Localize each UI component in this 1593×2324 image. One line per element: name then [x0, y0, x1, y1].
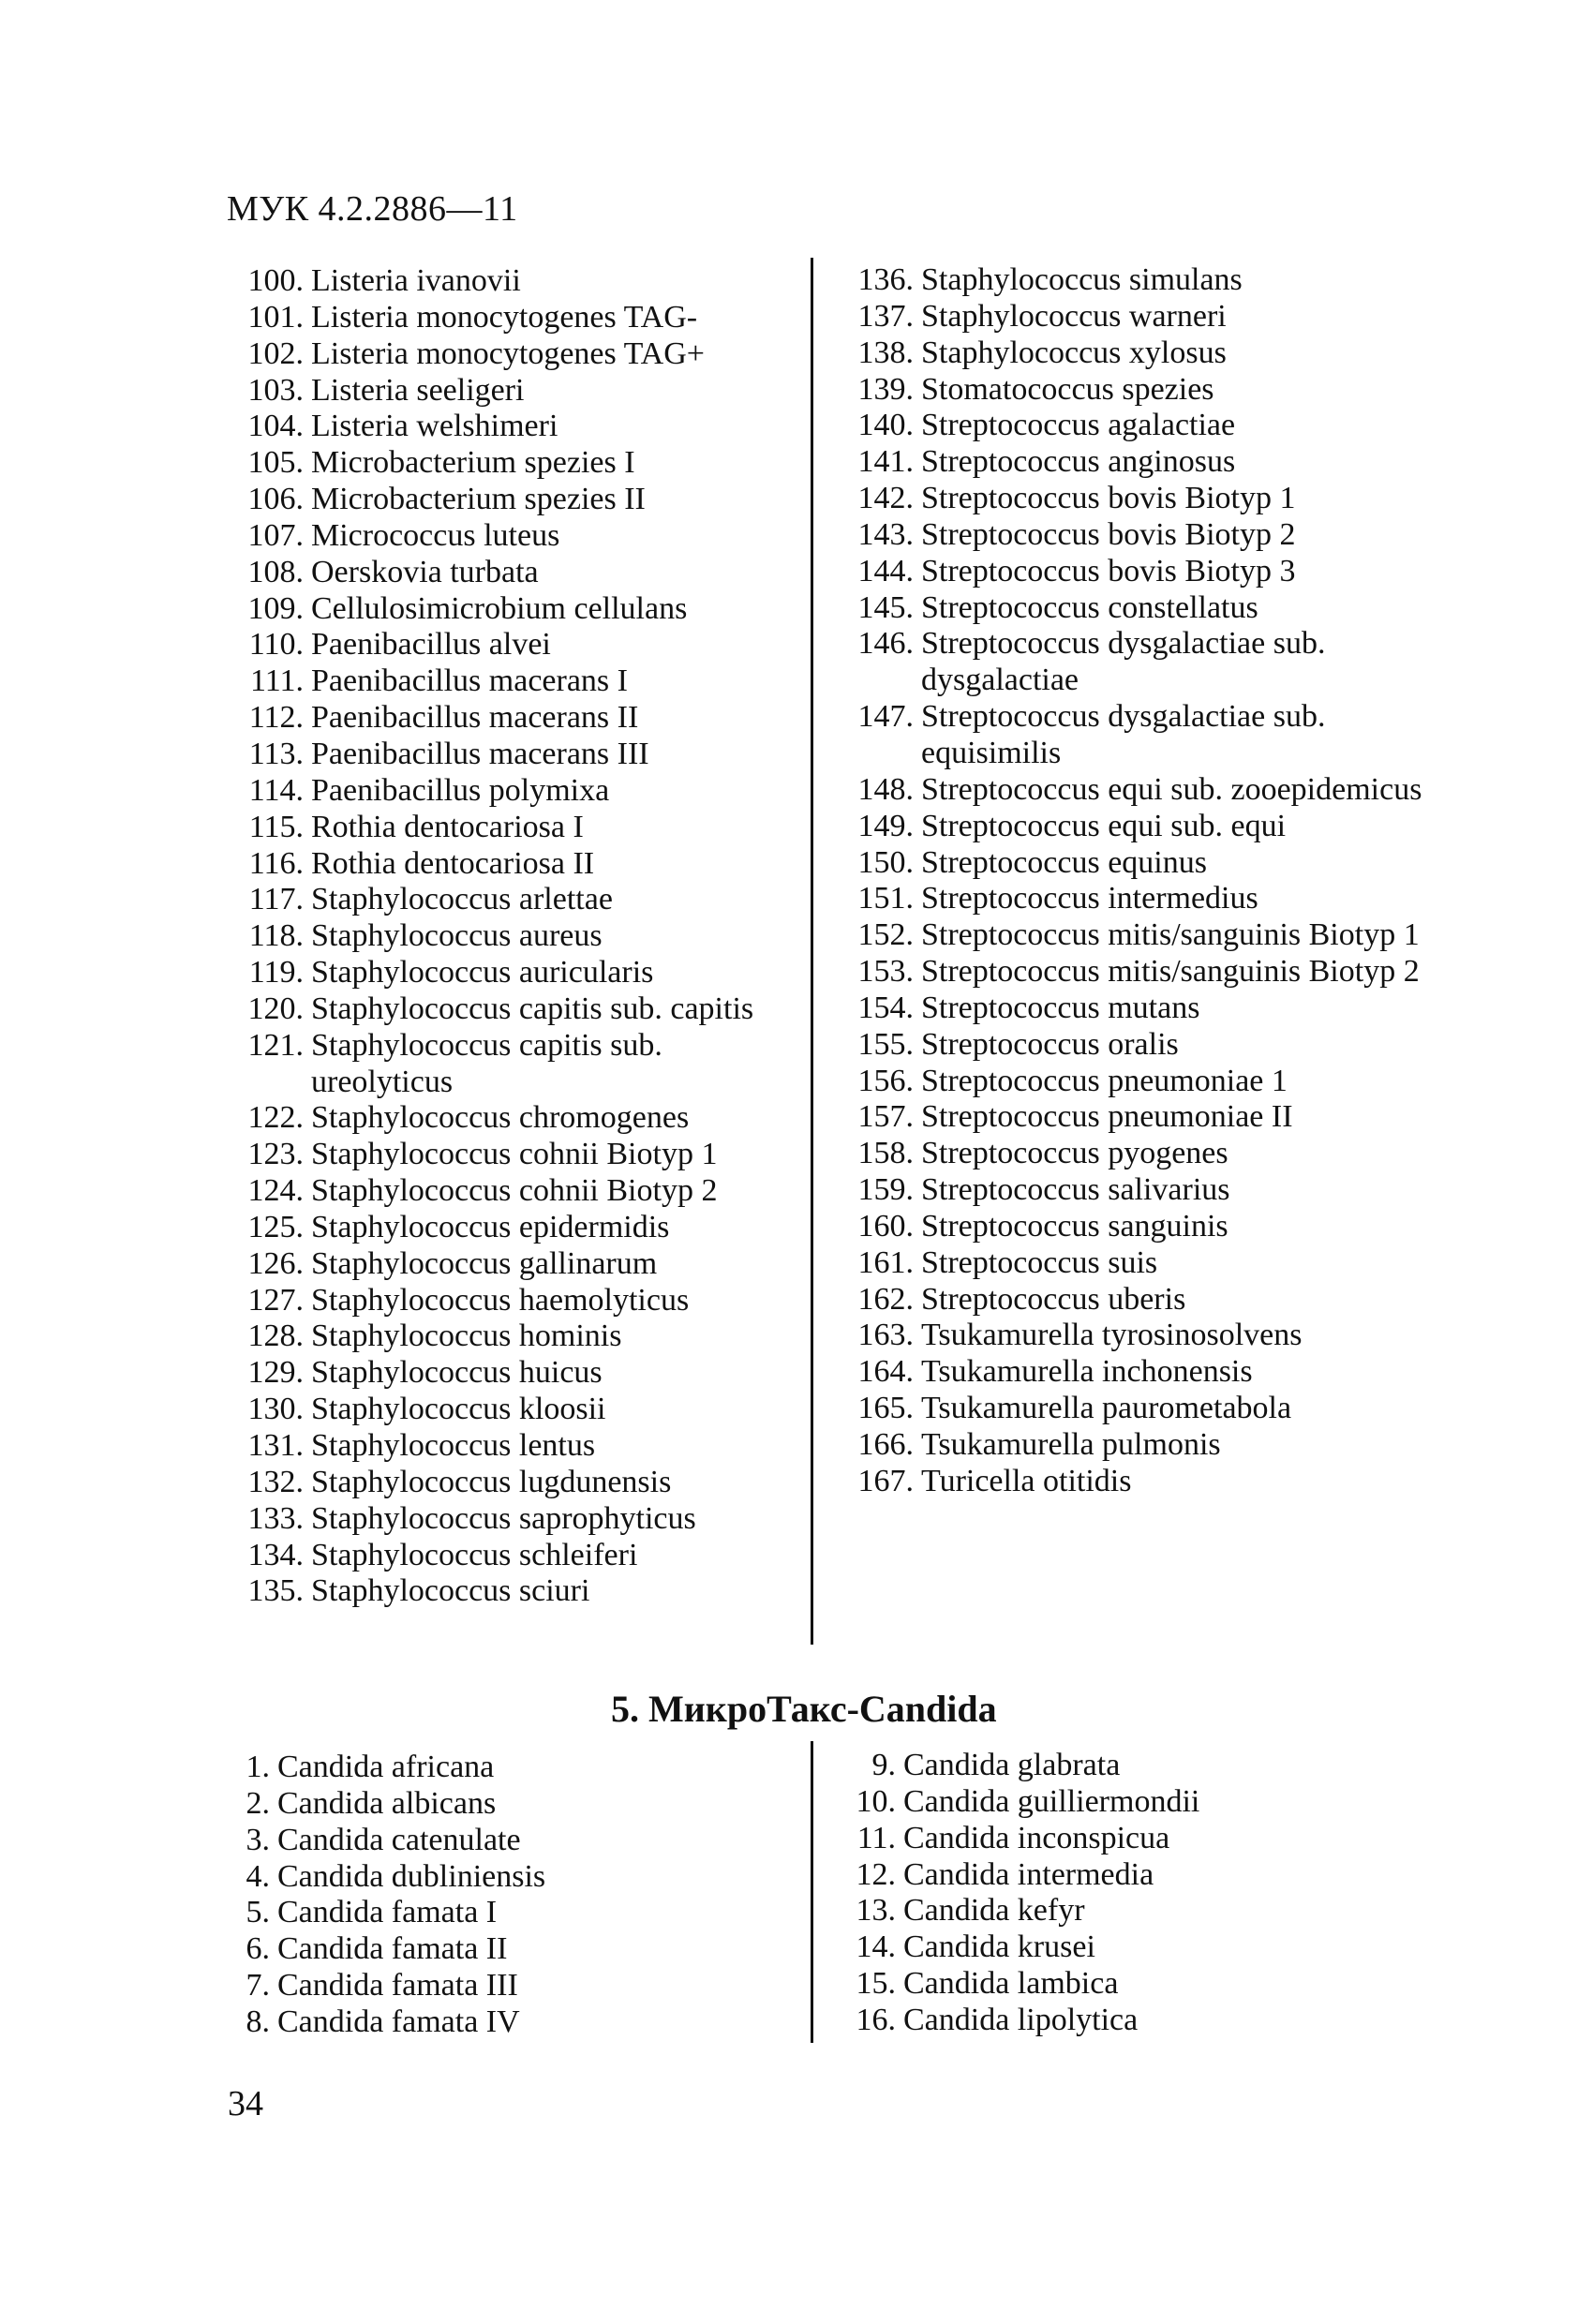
item-number: 14.: [856, 1929, 896, 1965]
list-item: [843, 1282, 1427, 1318]
species-name: Streptococcus uberis: [921, 1281, 1186, 1317]
species-name: Streptococcus pneumoniae II: [921, 1099, 1293, 1135]
species-name: Candida catenulate: [277, 1822, 521, 1857]
column-divider: [811, 258, 813, 1645]
species-name: Candida famata II: [277, 1931, 508, 1967]
item-number: 137.: [857, 298, 914, 334]
list-item: [843, 1172, 1427, 1209]
item-number: 8.: [246, 2004, 270, 2039]
list-item: [843, 299, 1427, 335]
item-number: 145.: [857, 589, 914, 625]
list-item: [834, 1748, 1372, 1784]
species-list-right: [843, 262, 1427, 1500]
item-number: 112.: [248, 700, 304, 736]
list-item: [234, 336, 798, 373]
item-number: 125.: [247, 1209, 304, 1244]
species-name: Streptococcus pneumoniae 1: [921, 1063, 1288, 1098]
species-name: Streptococcus intermedius: [921, 881, 1258, 916]
list-item: [843, 991, 1427, 1027]
species-name: Staphylococcus simulans: [921, 262, 1243, 297]
item-number: 154.: [857, 990, 914, 1025]
species-name: Staphylococcus cohnii Biotyp 2: [311, 1173, 718, 1209]
species-name: Streptococcus dysgalactiae sub. equisimilis: [921, 699, 1326, 770]
species-name: Cellulosimicrobium cellulans: [311, 590, 688, 626]
species-name: Microbacterium spezies I: [311, 445, 635, 481]
list-item: [234, 663, 798, 700]
species-name: Listeria monocytogenes TAG+: [311, 335, 705, 371]
species-name: Staphylococcus kloosii: [311, 1392, 606, 1427]
list-item: [843, 444, 1427, 481]
list-item: [834, 2003, 1372, 2039]
species-name: Candida inconspicua: [903, 1820, 1170, 1855]
item-number: 124.: [247, 1173, 304, 1209]
list-item: [843, 1391, 1427, 1427]
species-name: Micrococcus luteus: [311, 517, 560, 553]
list-item: [843, 517, 1427, 554]
list-item: [843, 372, 1427, 409]
item-number: 103.: [247, 372, 304, 408]
list-item: [234, 737, 798, 773]
list-item: [234, 1318, 798, 1355]
list-item: [234, 1931, 671, 1968]
item-number: 116.: [248, 845, 304, 881]
list-item: [234, 263, 798, 300]
item-number: 148.: [857, 771, 914, 807]
list-item: [234, 518, 798, 555]
item-number: 107.: [247, 517, 304, 553]
item-number: 150.: [857, 844, 914, 880]
item-number: 16.: [856, 2002, 896, 2037]
list-item: [843, 1064, 1427, 1100]
item-number: 119.: [248, 955, 304, 991]
species-name: Microbacterium spezies II: [311, 482, 646, 517]
species-name: Streptococcus equinus: [921, 844, 1207, 880]
list-item: [234, 1465, 798, 1501]
column-divider: [811, 1741, 813, 2043]
species-name: Listeria ivanovii: [311, 263, 521, 298]
list-item: [234, 955, 798, 991]
list-item: [234, 1028, 798, 1101]
list-item: [234, 409, 798, 445]
list-item: [234, 1823, 671, 1859]
item-number: 111.: [250, 663, 304, 699]
item-number: 135.: [247, 1573, 304, 1609]
item-number: 11.: [856, 1820, 896, 1855]
item-number: 9.: [871, 1748, 896, 1782]
item-number: 113.: [248, 736, 304, 771]
item-number: 159.: [857, 1172, 914, 1208]
list-item: [234, 1100, 798, 1137]
list-item: [834, 1929, 1372, 1966]
item-number: 165.: [857, 1391, 914, 1426]
list-item: [234, 373, 798, 410]
list-item: [234, 300, 798, 336]
species-name: Streptococcus dysgalactiae sub. dysgalactiae: [921, 626, 1326, 698]
list-item: [834, 1966, 1372, 2003]
list-item: [234, 1392, 798, 1428]
species-name: Staphylococcus capitis sub. capitis: [311, 991, 754, 1026]
item-number: 13.: [856, 1893, 896, 1929]
species-name: Staphylococcus cohnii Biotyp 1: [311, 1137, 718, 1172]
list-item: [234, 846, 798, 883]
item-number: 101.: [247, 299, 304, 335]
list-item: [843, 626, 1427, 699]
list-item: [843, 335, 1427, 372]
species-name: Streptococcus bovis Biotyp 1: [921, 481, 1296, 516]
list-item: [234, 991, 798, 1028]
list-item: [234, 1210, 798, 1246]
species-name: Streptococcus suis: [921, 1244, 1158, 1280]
species-name: Staphylococcus xylosus: [921, 335, 1227, 370]
list-item: [843, 1136, 1427, 1172]
item-number: 122.: [247, 1100, 304, 1136]
list-item: [843, 881, 1427, 917]
species-name: Staphylococcus aureus: [311, 918, 603, 954]
item-number: 102.: [247, 335, 304, 371]
species-name: Rothia dentocariosa II: [311, 845, 595, 881]
species-name: Candida dubliniensis: [277, 1858, 546, 1894]
item-number: 138.: [857, 335, 914, 370]
item-number: 134.: [247, 1537, 304, 1572]
item-number: 106.: [247, 482, 304, 517]
species-name: Staphylococcus capitis sub. ureolyticus: [311, 1027, 663, 1099]
species-name: Paenibacillus alvei: [311, 627, 551, 663]
list-item: [843, 1209, 1427, 1245]
item-number: 155.: [857, 1026, 914, 1062]
item-number: 10.: [856, 1783, 896, 1819]
item-number: 7.: [246, 1968, 270, 2004]
list-item: [843, 1099, 1427, 1136]
list-item: [834, 1857, 1372, 1894]
page-number: 34: [228, 2084, 263, 2123]
item-number: 143.: [857, 516, 914, 552]
item-number: 117.: [248, 882, 304, 917]
species-name: Candida africana: [277, 1750, 495, 1784]
item-number: 6.: [246, 1931, 270, 1967]
item-number: 142.: [857, 481, 914, 516]
list-item: [834, 1893, 1372, 1929]
list-item: [843, 809, 1427, 845]
species-name: Listeria welshimeri: [311, 409, 558, 444]
section-title: 5. МикроТакс-Candida: [611, 1688, 997, 1730]
list-item: [843, 772, 1427, 809]
species-name: Staphylococcus huicus: [311, 1355, 603, 1391]
candida-list-right: [834, 1748, 1372, 2039]
species-name: Streptococcus pyogenes: [921, 1136, 1228, 1171]
species-name: Tsukamurella tyrosinosolvens: [921, 1318, 1303, 1353]
item-number: 149.: [857, 808, 914, 843]
species-name: Candida lambica: [903, 1966, 1119, 2002]
list-item: [234, 1750, 671, 1786]
species-name: Staphylococcus schleiferi: [311, 1537, 638, 1572]
list-item: [843, 262, 1427, 299]
species-name: Streptococcus bovis Biotyp 2: [921, 516, 1296, 552]
species-name: Staphylococcus epidermidis: [311, 1209, 670, 1244]
list-item: [234, 1137, 798, 1173]
species-name: Streptococcus constellatus: [921, 589, 1258, 625]
list-item: [843, 1464, 1427, 1500]
species-name: Staphylococcus arlettae: [311, 882, 613, 917]
list-item: [234, 1173, 798, 1210]
item-number: 128.: [247, 1318, 304, 1354]
list-item: [234, 2004, 671, 2041]
list-item: [234, 1573, 798, 1610]
item-number: 162.: [857, 1281, 914, 1317]
species-name: Candida intermedia: [903, 1856, 1154, 1892]
item-number: 163.: [857, 1318, 914, 1353]
species-name: Candida lipolytica: [903, 2002, 1139, 2037]
item-number: 104.: [247, 409, 304, 444]
species-name: Candida kefyr: [903, 1893, 1085, 1929]
item-number: 132.: [247, 1464, 304, 1499]
item-number: 141.: [857, 444, 914, 480]
item-number: 126.: [247, 1245, 304, 1281]
species-name: Streptococcus sanguinis: [921, 1208, 1228, 1244]
item-number: 144.: [857, 553, 914, 588]
item-number: 153.: [857, 954, 914, 990]
item-number: 108.: [247, 554, 304, 589]
item-number: 139.: [857, 371, 914, 407]
species-name: Streptococcus bovis Biotyp 3: [921, 553, 1296, 588]
species-name: Streptococcus agalactiae: [921, 408, 1236, 443]
list-item: [843, 481, 1427, 517]
item-number: 161.: [857, 1244, 914, 1280]
item-number: 140.: [857, 408, 914, 443]
species-name: Rothia dentocariosa I: [311, 809, 584, 844]
list-item: [843, 590, 1427, 627]
species-name: Staphylococcus haemolyticus: [311, 1282, 690, 1318]
list-item: [234, 1428, 798, 1465]
species-name: Tsukamurella pulmonis: [921, 1427, 1221, 1462]
item-number: 114.: [248, 772, 304, 808]
list-item: [234, 882, 798, 918]
species-name: Streptococcus equi sub. zooepidemicus: [921, 771, 1422, 807]
species-name: Candida albicans: [277, 1785, 497, 1821]
species-name: Paenibacillus polymixa: [311, 772, 610, 808]
species-name: Staphylococcus lentus: [311, 1428, 596, 1463]
species-name: Staphylococcus chromogenes: [311, 1100, 690, 1136]
list-item: [234, 1968, 671, 2004]
list-item: [843, 1027, 1427, 1064]
species-name: Staphylococcus saprophyticus: [311, 1500, 696, 1536]
species-name: Candida krusei: [903, 1929, 1095, 1965]
list-item: [834, 1784, 1372, 1821]
item-number: 3.: [246, 1822, 270, 1857]
species-list-left: [234, 263, 798, 1610]
list-item: [234, 1895, 671, 1931]
species-name: Paenibacillus macerans I: [311, 663, 628, 699]
item-number: 147.: [857, 699, 914, 735]
species-name: Staphylococcus sciuri: [311, 1573, 590, 1609]
item-number: 166.: [857, 1427, 914, 1462]
species-name: Listeria seeligeri: [311, 372, 525, 408]
list-item: [234, 1859, 671, 1896]
species-name: Streptococcus oralis: [921, 1026, 1179, 1062]
species-name: Candida glabrata: [903, 1748, 1121, 1782]
species-name: Oerskovia turbata: [311, 554, 539, 589]
list-item: [234, 1355, 798, 1392]
item-number: 4.: [246, 1858, 270, 1894]
species-name: Streptococcus mutans: [921, 990, 1200, 1025]
species-name: Turicella otitidis: [921, 1463, 1132, 1498]
item-number: 123.: [247, 1137, 304, 1172]
item-number: 127.: [247, 1282, 304, 1318]
species-name: Staphylococcus gallinarum: [311, 1245, 658, 1281]
list-item: [843, 917, 1427, 954]
item-number: 109.: [247, 590, 304, 626]
item-number: 110.: [248, 627, 304, 663]
species-name: Paenibacillus macerans II: [311, 700, 639, 736]
species-name: Streptococcus salivarius: [921, 1172, 1230, 1208]
list-item: [234, 591, 798, 628]
list-item: [843, 1427, 1427, 1464]
document-code-header: МУК 4.2.2886—11: [227, 189, 518, 229]
species-name: Candida famata I: [277, 1895, 498, 1930]
item-number: 2.: [246, 1785, 270, 1821]
item-number: 167.: [857, 1463, 914, 1498]
item-number: 158.: [857, 1136, 914, 1171]
list-item: [843, 554, 1427, 590]
species-name: Staphylococcus lugdunensis: [311, 1464, 672, 1499]
species-name: Paenibacillus macerans III: [311, 736, 649, 771]
item-number: 146.: [857, 626, 914, 662]
list-item: [234, 482, 798, 518]
list-item: [843, 699, 1427, 772]
item-number: 136.: [857, 262, 914, 297]
list-item: [234, 700, 798, 737]
candida-list-left: [234, 1750, 671, 2041]
species-name: Listeria monocytogenes TAG-: [311, 299, 698, 335]
item-number: 105.: [247, 445, 304, 481]
species-name: Tsukamurella inchonensis: [921, 1354, 1253, 1390]
item-number: 5.: [246, 1895, 270, 1930]
species-name: Staphylococcus auricularis: [311, 955, 654, 991]
item-number: 120.: [247, 991, 304, 1026]
item-number: 160.: [857, 1208, 914, 1244]
list-item: [843, 408, 1427, 444]
item-number: 151.: [857, 881, 914, 916]
species-name: Staphylococcus hominis: [311, 1318, 622, 1354]
species-name: Streptococcus equi sub. equi: [921, 808, 1287, 843]
item-number: 152.: [857, 917, 914, 953]
item-number: 100.: [247, 263, 304, 298]
item-number: 164.: [857, 1354, 914, 1390]
species-name: Streptococcus mitis/sanguinis Biotyp 2: [921, 954, 1420, 990]
item-number: 118.: [248, 918, 304, 954]
list-item: [843, 1245, 1427, 1282]
species-name: Candida famata III: [277, 1968, 518, 2004]
species-name: Candida guilliermondii: [903, 1783, 1200, 1819]
list-item: [234, 773, 798, 810]
species-name: Staphylococcus warneri: [921, 298, 1227, 334]
species-name: Stomatococcus spezies: [921, 371, 1214, 407]
list-item: [234, 1786, 671, 1823]
list-item: [234, 555, 798, 591]
list-item: [234, 918, 798, 955]
item-number: 121.: [247, 1027, 304, 1063]
list-item: [234, 445, 798, 482]
list-item: [234, 627, 798, 663]
species-name: Streptococcus mitis/sanguinis Biotyp 1: [921, 917, 1420, 953]
list-item: [843, 845, 1427, 882]
item-number: 15.: [856, 1966, 896, 2002]
list-item: [843, 954, 1427, 991]
species-name: Tsukamurella paurometabola: [921, 1391, 1292, 1426]
item-number: 12.: [856, 1856, 896, 1892]
item-number: 115.: [248, 809, 304, 844]
item-number: 157.: [857, 1099, 914, 1135]
item-number: 130.: [247, 1392, 304, 1427]
list-item: [234, 1283, 798, 1319]
list-item: [843, 1318, 1427, 1354]
list-item: [234, 1246, 798, 1283]
item-number: 156.: [857, 1063, 914, 1098]
item-number: 1.: [246, 1750, 270, 1784]
list-item: [234, 1501, 798, 1538]
item-number: 133.: [247, 1500, 304, 1536]
list-item: [234, 810, 798, 846]
species-name: Streptococcus anginosus: [921, 444, 1236, 480]
list-item: [234, 1538, 798, 1574]
list-item: [834, 1821, 1372, 1857]
species-name: Candida famata IV: [277, 2004, 520, 2039]
item-number: 131.: [247, 1428, 304, 1463]
item-number: 129.: [247, 1355, 304, 1391]
list-item: [843, 1354, 1427, 1391]
